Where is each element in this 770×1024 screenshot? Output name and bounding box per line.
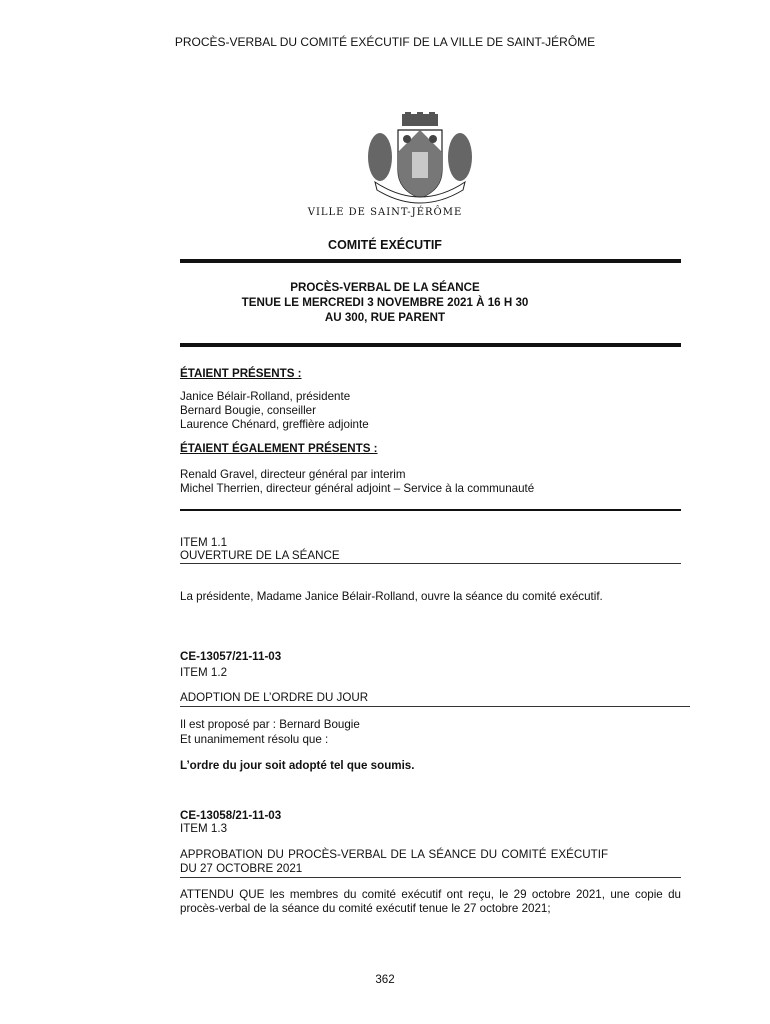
- also-present-name: Michel Therrien, directeur général adjoint – Service à la communauté: [180, 482, 535, 495]
- item-1-2-resolution: CE-13057/21-11-03: [180, 650, 282, 663]
- divider: [180, 259, 681, 263]
- item-1-2-title: ADOPTION DE L’ORDRE DU JOUR: [180, 691, 369, 704]
- item-1-1-number: ITEM 1.1: [180, 536, 228, 549]
- present-name: Laurence Chénard, greffière adjointe: [180, 418, 369, 431]
- title-line-1: PROCÈS-VERBAL DE LA SÉANCE: [290, 281, 480, 294]
- city-coat-of-arms-logo: [345, 112, 495, 212]
- item-1-3-number: ITEM 1.3: [180, 822, 228, 835]
- item-underline: [180, 706, 690, 707]
- page-header: PROCÈS-VERBAL DU COMITÉ EXÉCUTIF DE LA VILLE DE SAINT-JÉRÔME: [174, 35, 596, 49]
- item-1-3-resolution: CE-13058/21-11-03: [180, 809, 282, 822]
- also-present-heading: ÉTAIENT ÉGALEMENT PRÉSENTS :: [180, 442, 378, 455]
- item-1-2-number: ITEM 1.2: [180, 666, 228, 679]
- item-underline: [180, 563, 681, 564]
- item-1-3-text: ATTENDU QUE les membres du comité exécutif ont reçu, le 29 octobre 2021, une copie du procès-verbal de la séance du comité exécutif tenue le 27 octobre 2021;: [180, 888, 681, 915]
- item-1-3-title-line-2: DU 27 OCTOBRE 2021: [180, 862, 303, 875]
- divider: [180, 509, 681, 511]
- item-1-2-proposed: Il est proposé par : Bernard Bougie: [180, 718, 360, 731]
- committee-title: COMITÉ EXÉCUTIF: [328, 238, 442, 252]
- item-1-1-title: OUVERTURE DE LA SÉANCE: [180, 549, 340, 562]
- present-name: Janice Bélair-Rolland, présidente: [180, 390, 351, 403]
- title-line-3: AU 300, RUE PARENT: [324, 311, 446, 324]
- also-present-name: Renald Gravel, directeur général par interim: [180, 468, 406, 481]
- present-heading: ÉTAIENT PRÉSENTS :: [180, 367, 302, 380]
- item-1-2-decision: L’ordre du jour soit adopté tel que soumis.: [180, 759, 415, 772]
- present-name: Bernard Bougie, conseiller: [180, 404, 316, 417]
- item-1-3-title-line-1: APPROBATION DU PROCÈS-VERBAL DE LA SÉANCE DU COMITÉ EXÉCUTIF: [180, 848, 609, 861]
- item-1-2-resolved: Et unanimement résolu que :: [180, 733, 329, 746]
- page-number: 362: [375, 973, 395, 986]
- item-1-1-text: La présidente, Madame Janice Bélair-Rolland, ouvre la séance du comité exécutif.: [180, 590, 603, 603]
- item-underline: [180, 877, 681, 878]
- title-line-2: TENUE LE MERCREDI 3 NOVEMBRE 2021 À 16 H 30: [241, 296, 529, 309]
- divider: [180, 343, 681, 347]
- logo-caption: VILLE DE SAINT-JÉRÔME: [307, 207, 463, 218]
